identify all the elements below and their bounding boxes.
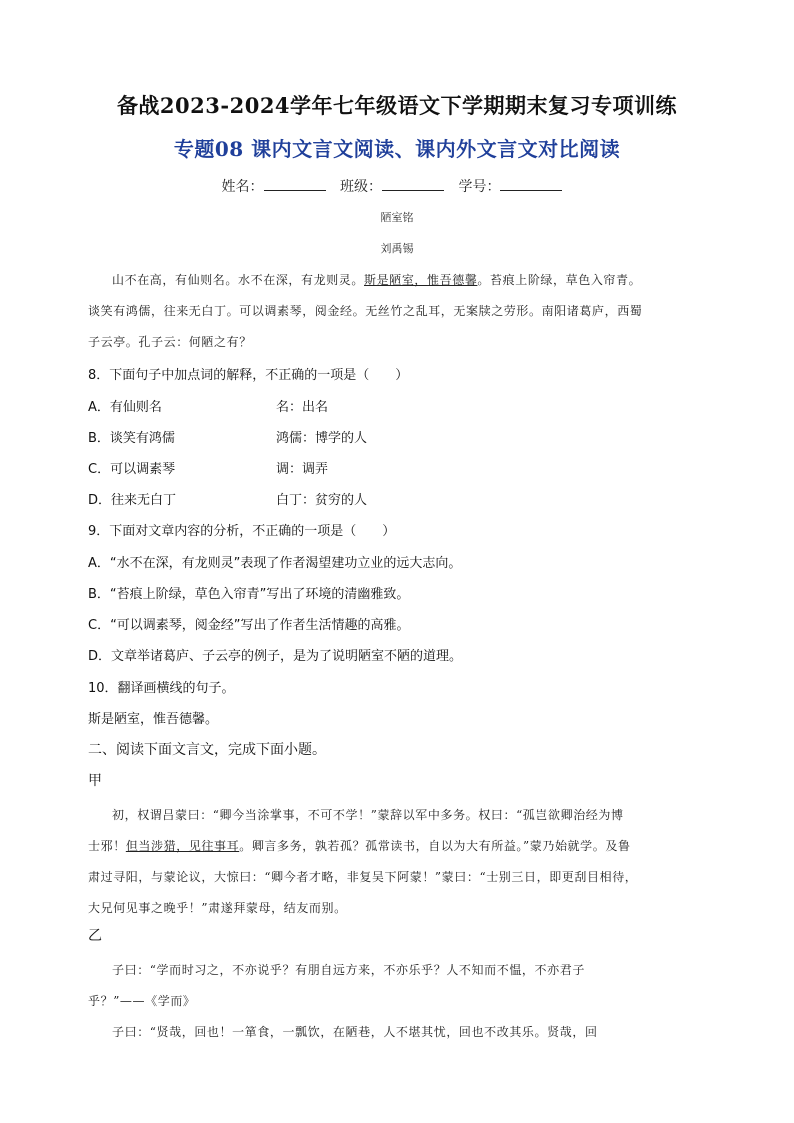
poem-line-2: 谈笑有鸿儒，往来无白丁。可以调素琴，阅金经。无丝竹之乱耳，无案牍之劳形。南阳诸葛庐，西蜀 <box>88 304 643 318</box>
id-blank[interactable] <box>500 178 562 191</box>
class-blank[interactable] <box>382 178 444 191</box>
jia-line-2: 士邪！但当涉猎，见往事耳。卿言多务，孰若孤？孤常读书，自以为大有所益。”蒙乃始就学。及鲁 <box>88 839 631 853</box>
yi-line-3: 子曰：“贤哉，回也！一箪食，一瓢饮，在陋巷，人不堪其忧，回也不改其乐。贤哉，回 <box>112 1025 598 1039</box>
q8-option-d: D．往来无白丁 <box>88 493 177 508</box>
id-label: 学号： <box>458 179 501 195</box>
q8-option-c: C．可以调素琴 <box>88 462 176 477</box>
section-2-heading: 二、阅读下面文言文，完成下面小题。 <box>88 742 326 758</box>
poem-line-1: 山不在高，有仙则名。水不在深，有龙则灵。斯是陋室，惟吾德馨。苔痕上阶绿，草色入帘青。 <box>112 273 642 287</box>
question-10-sentence: 斯是陋室，惟吾德馨。 <box>88 712 219 727</box>
class-label: 班级： <box>340 179 382 195</box>
yi-line-2: 乎？”——《学而》 <box>88 994 196 1008</box>
q8-option-c-explanation: 调：调弄 <box>276 462 329 477</box>
q9-option-a: A．“水不在深，有龙则灵”表现了作者渴望建功立业的远大志向。 <box>88 556 462 571</box>
q8-option-a: A．有仙则名 <box>88 400 162 415</box>
jia-line-4: 大兄何见事之晚乎！”肃遂拜蒙母，结友而别。 <box>88 901 347 915</box>
name-label: 姓名： <box>221 179 264 195</box>
jia-line-3: 肃过寻阳，与蒙论议，大惊曰：“卿今者才略，非复吴下阿蒙！”蒙曰：“士别三日，即更刮目相待， <box>88 870 638 884</box>
q8-option-a-explanation: 名：出名 <box>276 400 329 415</box>
page-title: 备战2023-2024学年七年级语文下学期期末复习专项训练 <box>116 93 678 118</box>
poem-line-3: 子云亭。孔子云：何陋之有？ <box>88 335 252 349</box>
passage-yi-label: 乙 <box>88 928 102 944</box>
poem-author: 刘禹锡 <box>380 242 414 255</box>
question-9-stem: 9．下面对文章内容的分析，不正确的一项是（ ） <box>88 524 396 539</box>
q9-option-c: C．“可以调素琴，阅金经”写出了作者生活情趣的高雅。 <box>88 618 410 633</box>
underlined-sentence-jia: 但当涉猎，见往事耳 <box>125 839 240 853</box>
q9-option-b: B．“苔痕上阶绿，草色入帘青”写出了环境的清幽雅致。 <box>88 587 410 602</box>
q8-option-b-explanation: 鸿儒：博学的人 <box>276 431 368 446</box>
poem-title: 陋室铭 <box>380 211 414 224</box>
yi-line-1: 子曰：“学而时习之，不亦说乎？有朋自远方来，不亦乐乎？人不知而不愠，不亦君子 <box>112 963 585 977</box>
underlined-sentence: 斯是陋室，惟吾德馨 <box>364 273 478 287</box>
question-10-stem: 10．翻译画横线的句子。 <box>88 681 235 696</box>
q8-option-d-explanation: 白丁：贫穷的人 <box>276 493 368 508</box>
q8-option-b: B．谈笑有鸿儒 <box>88 431 175 446</box>
passage-jia-label: 甲 <box>88 773 102 789</box>
page-subtitle: 专题08 课内文言文阅读、课内外文言文对比阅读 <box>173 137 621 161</box>
name-blank[interactable] <box>264 178 326 191</box>
q9-option-d: D．文章举诸葛庐、子云亭的例子，是为了说明陋室不陋的道理。 <box>88 649 463 664</box>
jia-line-1: 初，权谓吕蒙曰：“卿今当涂掌事，不可不学！”蒙辞以军中多务。权曰：“孤岂欲卿治经为博 <box>112 808 624 822</box>
question-8-stem: 8．下面句子中加点词的解释，不正确的一项是（ ） <box>88 368 409 383</box>
student-info-line <box>0 176 794 196</box>
